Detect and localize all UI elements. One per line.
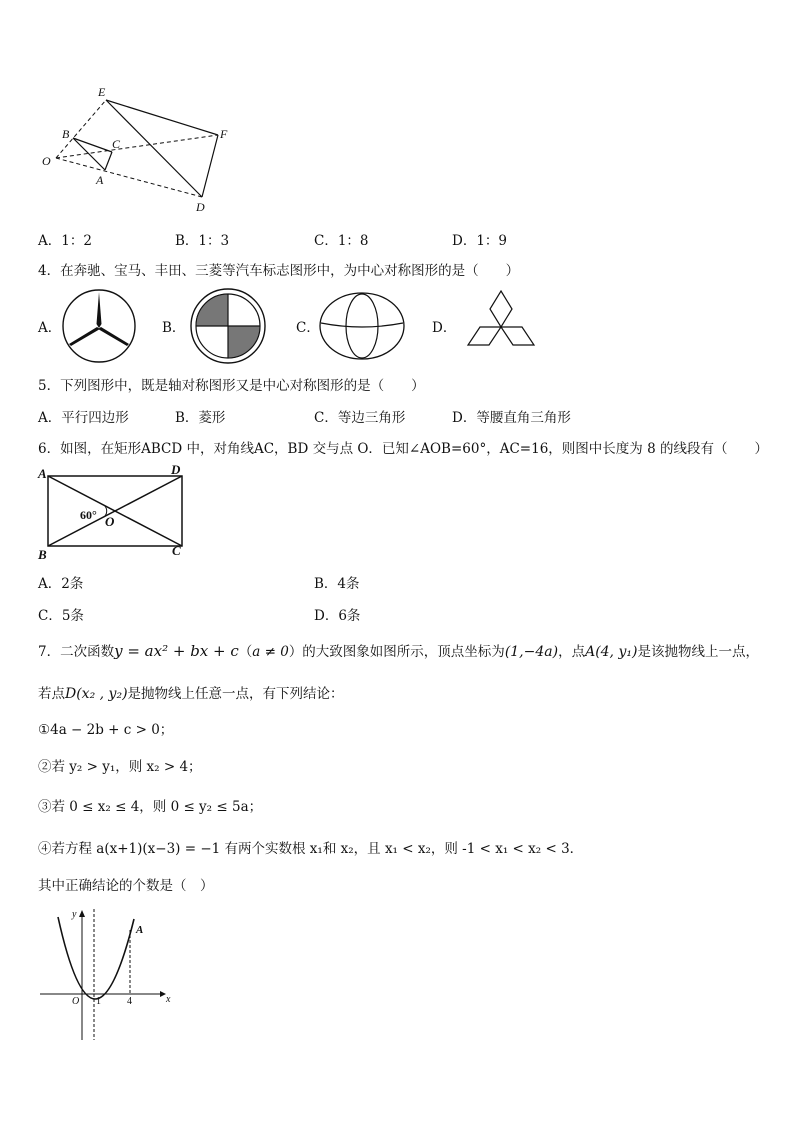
q7-conclusion-3: ③若 0 ≤ x₂ ≤ 4，则 0 ≤ y₂ ≤ 5a；	[38, 799, 263, 815]
line-CA	[105, 152, 112, 170]
parabola-curve	[58, 917, 134, 999]
label-B: B	[38, 547, 47, 562]
q7-question: 其中正确结论的个数是（ ）	[38, 878, 214, 894]
q6-option-a: A．2条	[38, 576, 84, 592]
parabola-graph	[38, 905, 178, 1045]
q6-option-b: B．4条	[314, 576, 360, 592]
graph-label-x: x	[166, 994, 171, 1005]
label-C: C	[112, 137, 121, 151]
label-O: O	[42, 154, 51, 168]
q3-option-a: A．1：2	[38, 233, 92, 249]
toyota-logo-image	[318, 291, 406, 361]
label-D: D	[171, 462, 181, 477]
label-A: A	[38, 466, 47, 481]
q7-vertex: (1,−4a)	[504, 644, 559, 660]
q7-conclusion-1: ①4a − 2b + c > 0；	[38, 722, 174, 738]
q7-point-d: D(x₂ , y₂)	[65, 686, 128, 702]
q6-option-c: C．5条	[38, 608, 84, 624]
q7-intro: 7．二次函数	[38, 644, 115, 660]
line-FD	[202, 135, 218, 197]
line-BA	[73, 138, 105, 170]
q7-conclusion-4: ④若方程 a(x+1)(x−3) = −1 有两个实数根 x₁和 x₂，且 x₁ < x₂，则 -1 < x₁ < x₂ < 3．	[38, 841, 584, 857]
mercedes-logo-image	[60, 287, 138, 365]
q7-equation: y = ax² + bx + c	[114, 642, 239, 660]
q5-option-a: A．平行四边形	[38, 410, 129, 426]
angle-label: 60°	[80, 508, 97, 522]
q6-stem: 6．如图，在矩形ABCD 中，对角线AC，BD 交与点 O．已知∠AOB=60°，AC=16，则图中长度为 8 的线段有（ ）	[38, 441, 768, 457]
label-O: O	[105, 514, 115, 529]
q4-stem: 4．在奔驰、宝马、丰田、三菱等汽车标志图形中，为中心对称图形的是（ ）	[38, 263, 520, 279]
mitsubishi-logo-image	[456, 289, 546, 365]
label-F: F	[220, 127, 228, 141]
rectangle-figure	[36, 462, 196, 562]
q5-option-b: B．菱形	[175, 410, 226, 426]
line-BC	[73, 138, 112, 152]
q5-option-d: D．等腰直角三角形	[452, 410, 571, 426]
q7-line1: 7．二次函数y = ax² + bx + c（a ≠ 0）的大致图象如图所示，顶点坐标为(1,−4a)，点A(4, y₁)是该抛物线上一点，	[38, 642, 759, 660]
q3-option-d: D．1：9	[452, 233, 508, 249]
q5-stem: 5．下列图形中，既是轴对称图形又是中心对称图形的是（ ）	[38, 378, 425, 394]
q7-point-a: A(4, y₁)	[585, 644, 638, 660]
label-C: C	[172, 543, 181, 558]
graph-label-4: 4	[127, 996, 132, 1007]
q3-option-b: B．1：3	[175, 233, 230, 249]
label-B: B	[62, 127, 70, 141]
ray-OF	[56, 135, 218, 158]
graph-label-o: O	[72, 996, 80, 1007]
q7-line2: 若点D(x₂ , y₂)是抛物线上任意一点，有下列结论：	[38, 686, 344, 702]
q3-option-c: C．1：8	[314, 233, 369, 249]
q7-conclusion-2: ②若 y₂ > y₁，则 x₂ > 4；	[38, 759, 202, 775]
label-D: D	[196, 200, 205, 214]
ray-OD	[56, 158, 202, 197]
label-E: E	[98, 85, 106, 99]
q5-option-c: C．等边三角形	[314, 410, 406, 426]
q6-option-d: D．6条	[314, 608, 361, 624]
q4-label-b: B．	[162, 320, 186, 336]
homothety-figure	[30, 80, 250, 220]
bmw-logo-image	[188, 287, 268, 365]
graph-label-y: y	[72, 909, 77, 920]
graph-label-1: 1	[96, 996, 101, 1007]
q4-label-c: C．	[296, 320, 320, 336]
label-A: A	[96, 173, 104, 187]
q4-label-d: D．	[432, 320, 457, 336]
q4-label-a: A．	[38, 320, 62, 336]
graph-label-a: A	[136, 924, 144, 936]
q7-condition: a ≠ 0	[252, 644, 289, 660]
